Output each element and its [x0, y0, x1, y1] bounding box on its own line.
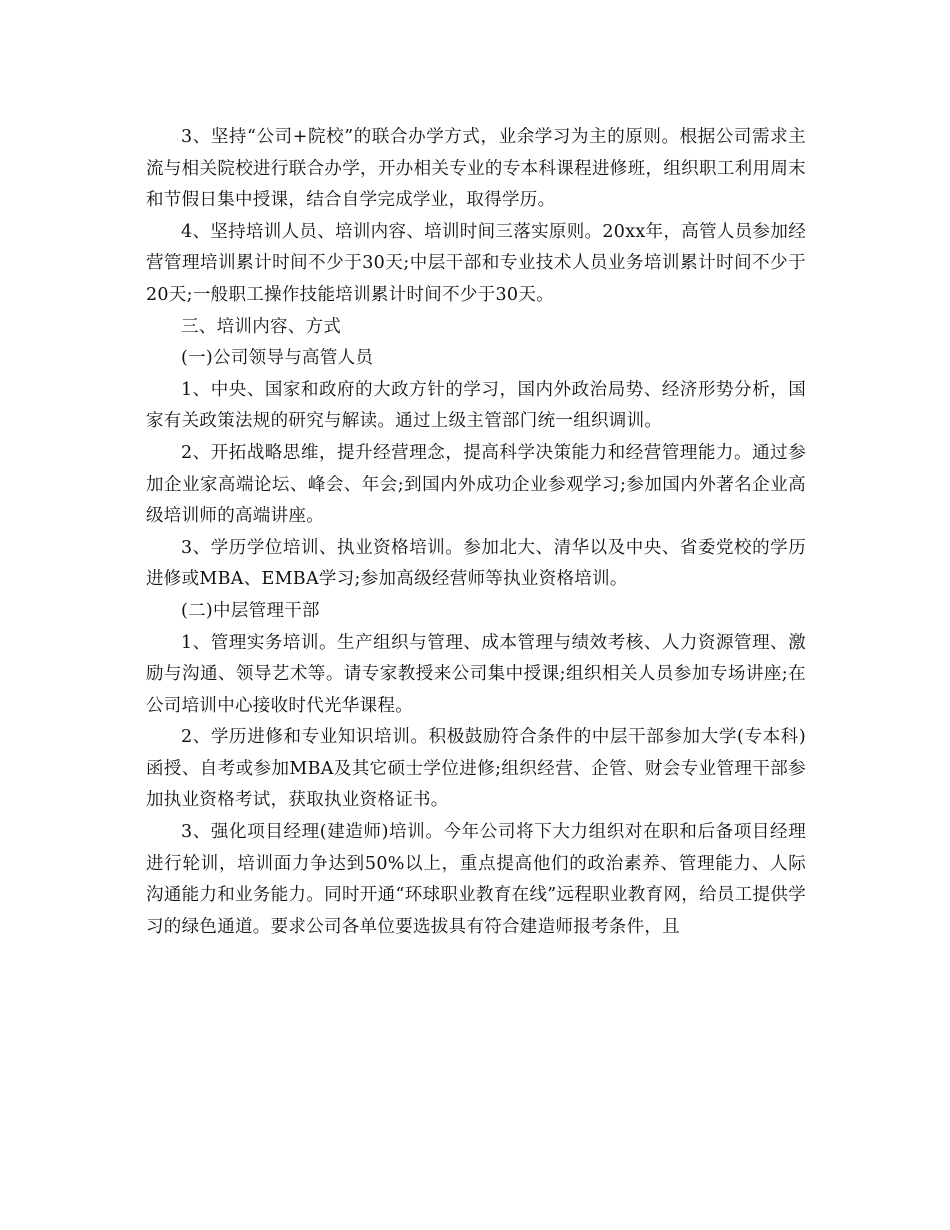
- paragraph-middle-3: 3、强化项目经理(建造师)培训。今年公司将下大力组织对在职和后备项目经理进行轮训，培训面力争达到50%以上，重点提高他们的政治素养、管理能力、人际沟通能力和业务能力。同时开通“环球职业教育在线”远程职业教育网，给员工提供学习的绿色通道。要求公司各单位要选拔具有符合建造师报考条件，且: [146, 822, 806, 937]
- subsection-heading-leaders: (一)公司领导与高管人员: [181, 348, 374, 369]
- paragraph-middle-1: 1、管理实务培训。生产组织与管理、成本管理与绩效考核、人力资源管理、激励与沟通、领导艺术等。请专家教授来公司集中授课;组织相关人员参加专场讲座;在公司培训中心接收时代光华课程。: [146, 632, 806, 716]
- paragraph-principle-4: 4、坚持培训人员、培训内容、培训时间三落实原则。20xx年，高管人员参加经营管理培训累计时间不少于30天;中层干部和专业技术人员业务培训累计时间不少于20天;一般职工操作技能培训累计时间不少于30天。: [146, 221, 806, 305]
- subsection-heading-middle-managers: (二)中层管理干部: [181, 600, 320, 621]
- paragraph-leaders-3: 3、学历学位培训、执业资格培训。参加北大、清华以及中央、省委党校的学历进修或MBA、EMBA学习;参加高级经营师等执业资格培训。: [146, 537, 806, 590]
- paragraph-leaders-2: 2、开拓战略思维，提升经营理念，提高科学决策能力和经营管理能力。通过参加企业家高端论坛、峰会、年会;到国内外成功企业参观学习;参加国内外著名企业高级培训师的高端讲座。: [146, 442, 806, 527]
- paragraph-middle-2: 2、学历进修和专业知识培训。积极鼓励符合条件的中层干部参加大学(专本科)函授、自考或参加MBA及其它硕士学位进修;组织经营、企管、财会专业管理干部参加执业资格考试，获取执业资格证书。: [146, 727, 806, 811]
- paragraph-leaders-1: 1、中央、国家和政府的大政方针的学习，国内外政治局势、经济形势分析，国家有关政策法规的研究与解读。通过上级主管部门统一组织调训。: [146, 379, 806, 432]
- section-heading-training-content: 三、培训内容、方式: [181, 316, 342, 337]
- paragraph-principle-3: 3、坚持“公司+院校”的联合办学方式，业余学习为主的原则。根据公司需求主流与相关院校进行联合办学，开办相关专业的专本科课程进修班，组织职工利用周末和节假日集中授课，结合自学完成学业，取得学历。: [146, 127, 806, 211]
- document-page: [146, 122, 806, 943]
